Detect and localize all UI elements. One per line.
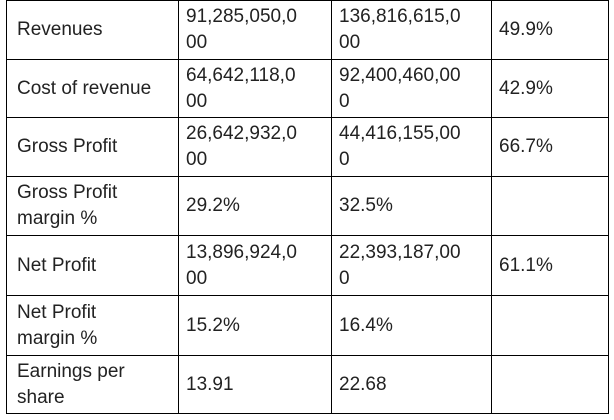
value-line: 13,896,924,0 — [186, 241, 297, 263]
value-line: 91,285,050,0 — [186, 6, 297, 27]
value-cell-a — [179, 60, 332, 118]
row-label-line: margin % — [17, 327, 98, 349]
row-label — [7, 296, 179, 356]
row-label — [7, 236, 179, 296]
value-cell-a — [179, 177, 332, 236]
value-cell-b — [332, 296, 492, 356]
row-label-line: Revenues — [17, 19, 103, 40]
value-line: 00 — [186, 32, 208, 53]
row-label — [7, 60, 179, 118]
table-row-gross-profit-margin — [7, 177, 609, 236]
value-line: 0 — [339, 267, 350, 289]
row-label — [7, 177, 179, 236]
row-label-line: Net Profit — [17, 254, 97, 276]
value-cell-b — [332, 236, 492, 296]
row-label-line: Gross Profit — [17, 182, 118, 203]
value-line: 136,816,615,0 — [339, 6, 461, 27]
change-cell: 49.9% — [492, 1, 609, 60]
value-cell-b — [332, 177, 492, 236]
row-label-line: Earnings per — [17, 360, 125, 382]
value-line: 00 — [339, 32, 361, 53]
value-line: 16.4% — [339, 314, 393, 336]
row-label — [7, 356, 179, 414]
value-line: 0 — [339, 90, 350, 112]
table-row-revenues — [7, 1, 609, 60]
change-cell: 61.1% — [492, 236, 609, 296]
value-line: 13.91 — [186, 373, 234, 395]
value-line: 26,642,932,0 — [186, 123, 297, 144]
value-cell-a — [179, 118, 332, 177]
row-label-line: share — [17, 386, 65, 408]
value-line: 00 — [186, 90, 208, 112]
row-label — [7, 1, 179, 60]
value-cell-a — [179, 296, 332, 356]
value-cell-b — [332, 118, 492, 177]
value-cell-a — [179, 1, 332, 60]
table-row-net-profit — [7, 236, 609, 296]
change-cell: 42.9% — [492, 60, 609, 118]
change-cell — [492, 356, 609, 414]
value-line: 92,400,460,00 — [339, 64, 461, 86]
value-cell-b — [332, 356, 492, 414]
change-cell — [492, 296, 609, 356]
table-row-earnings-per-share — [7, 356, 609, 414]
row-label — [7, 118, 179, 177]
value-cell-b — [332, 60, 492, 118]
row-label-line: Gross Profit — [17, 136, 118, 157]
row-label-line: Cost of revenue — [17, 77, 152, 99]
value-line: 44,416,155,00 — [339, 123, 461, 144]
value-cell-b — [332, 1, 492, 60]
row-label-line: margin % — [17, 208, 98, 229]
value-line: 0 — [339, 149, 350, 170]
table-row-net-profit-margin — [7, 296, 609, 356]
change-cell — [492, 177, 609, 236]
table-row-gross-profit — [7, 118, 609, 177]
value-line: 00 — [186, 149, 208, 170]
change-cell: 66.7% — [492, 118, 609, 177]
table-row-cost-of-revenue — [7, 60, 609, 118]
table-body — [7, 1, 609, 414]
row-label-line: Net Profit — [17, 301, 97, 323]
value-line: 64,642,118,0 — [186, 64, 296, 86]
value-cell-a — [179, 356, 332, 414]
value-line: 22.68 — [339, 373, 387, 395]
value-line: 22,393,187,00 — [339, 241, 461, 263]
value-line: 15.2% — [186, 314, 240, 336]
value-cell-a — [179, 236, 332, 296]
value-line: 29.2% — [186, 195, 240, 216]
value-line: 32.5% — [339, 195, 393, 216]
financial-summary-table — [6, 0, 609, 414]
value-line: 00 — [186, 267, 208, 289]
